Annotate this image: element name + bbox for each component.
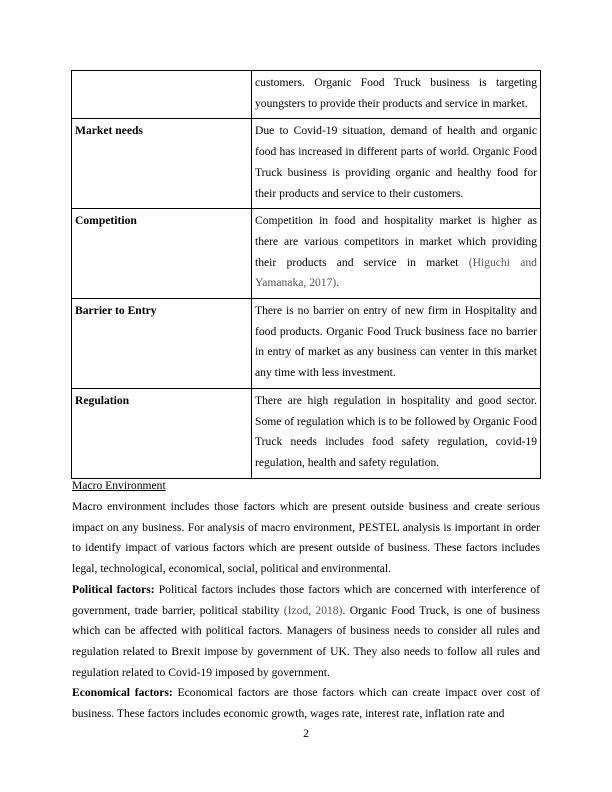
table-row [72,388,541,478]
economical-paragraph [72,683,540,724]
row-text-cell [252,209,541,299]
political-text: Political factors includes those factors which are concerned with interference of government, trade barrier, political stability [72,582,540,617]
citation: (Izod, 2018) [283,603,343,617]
economical-title: Economical factors: [72,686,173,700]
table-row [72,209,541,299]
row-label: Competition [72,209,252,299]
section-body [72,497,540,725]
row-text: There are high regulation in hospitality and good sector. Some of regulation which is to be followed by Organic Food Truck needs includes food safety regulation, covid-19 regulation, health and safety regulation. [252,388,541,478]
citation: (Higuchi and Yamanaka, 2017) [255,255,537,290]
section-heading: Macro Environment [72,479,166,492]
table-row [72,119,541,209]
row-label: Barrier to Entry [72,299,252,389]
intro-paragraph: Macro environment includes those factors which are present outside business and create serious impact on any business. For analysis of macro environment, PESTEL analysis is important in order to identify impact of various factors which are present outside of business. These factors includes legal, technological, economical, social, political and environmental. [72,500,540,576]
row-label [72,71,252,119]
row-label: Market needs [72,119,252,209]
table-row [72,299,541,389]
row-label: Regulation [72,388,252,478]
political-title: Political factors: [72,582,155,596]
political-paragraph [72,580,540,684]
row-text-tail: . [336,276,340,290]
market-analysis-table [71,70,541,479]
row-text: There is no barrier on entry of new firm in Hospitality and food products. Organic Food Truck business face no barrier in entry of market as any business can venter in this market any time with less investment. [252,299,541,389]
row-text: Due to Covid-19 situation, demand of health and organic food has increased in different parts of world. Organic Food Truck business is providing organic and healthy food for their products and service to their customers. [252,119,541,209]
page-number: 2 [303,727,309,740]
political-text-tail: . Organic Food Truck, is one of business which can be affected with political factors. Managers of business needs to consider all rules and regulation related to Brexit impose by government of UK. They also needs to follow all rules and regulation related to Covid-19 imposed by government. [72,603,540,679]
row-text: customers. Organic Food Truck business is targeting youngsters to provide their products and service in market. [252,71,541,119]
row-text: Competition in food and hospitality market is higher as there are various competitors in market which providing their products and service in market [255,214,537,269]
table-row [72,71,541,119]
economical-text: Economical factors are those factors which can create impact over cost of business. These factors includes economic growth, wages rate, interest rate, inflation rate and [72,686,541,721]
